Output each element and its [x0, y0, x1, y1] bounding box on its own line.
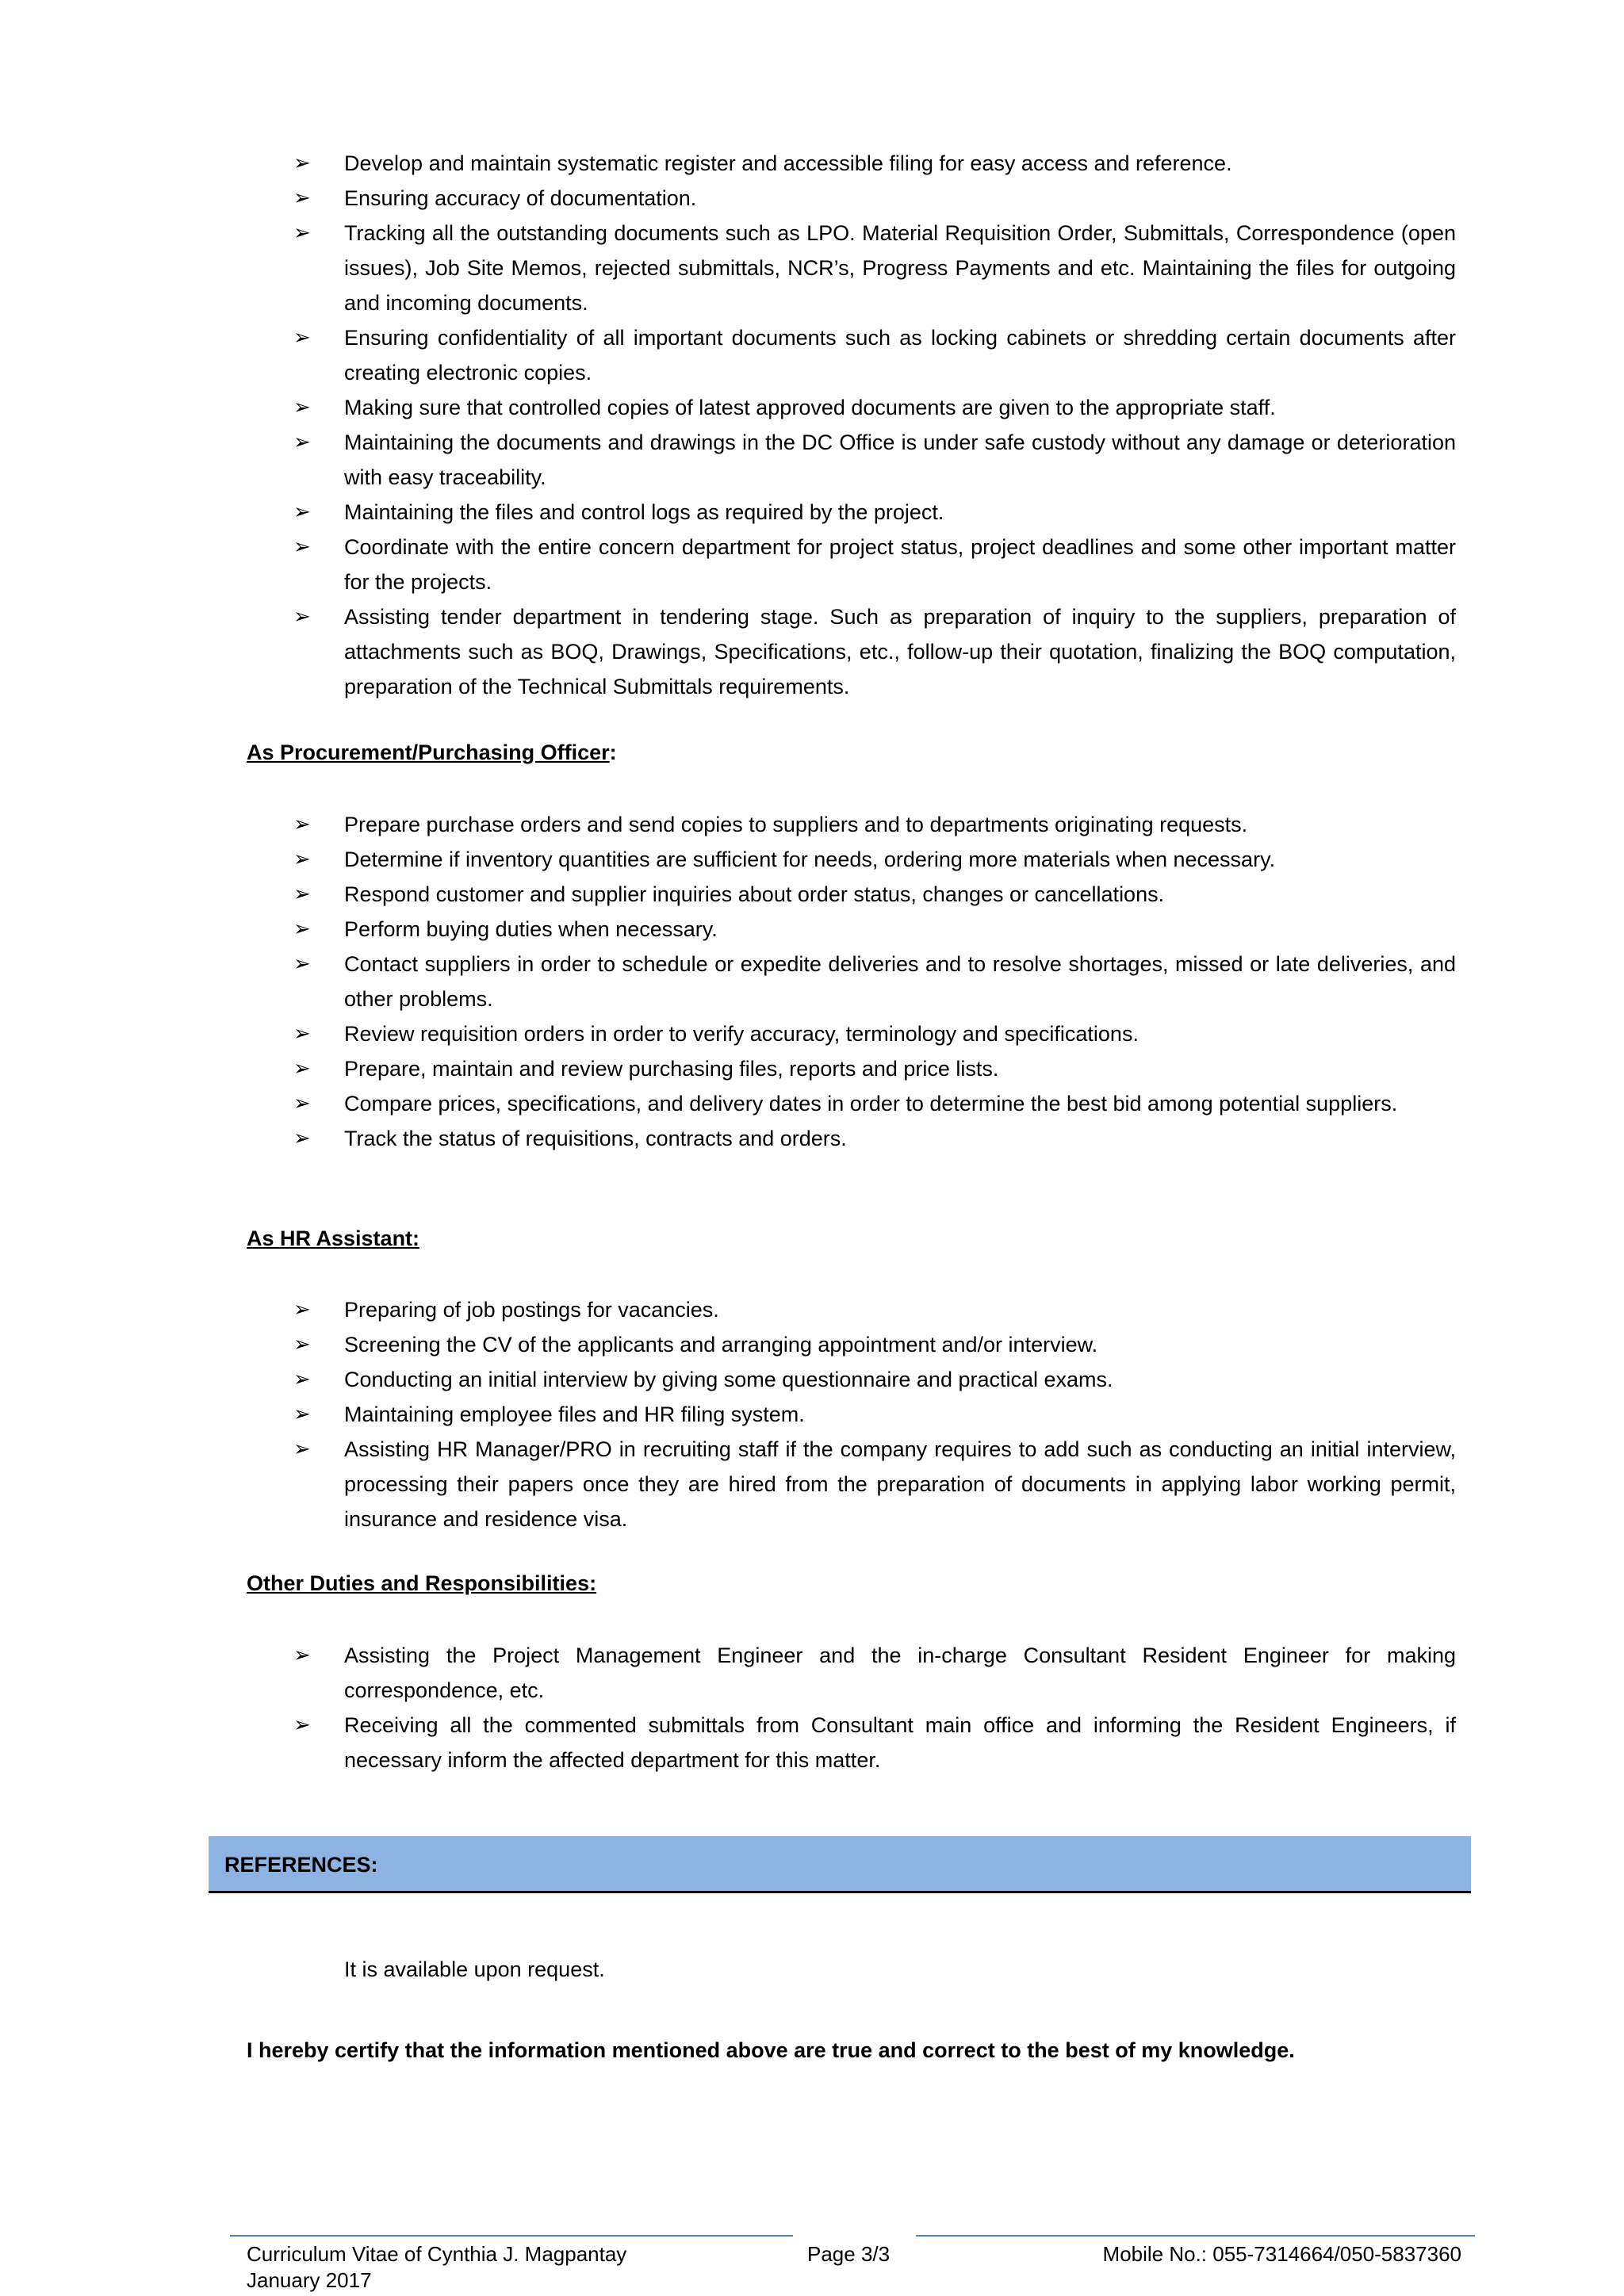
certification-statement: I hereby certify that the information mentioned above are true and correct to the best of my knowledge.	[247, 2038, 1295, 2062]
list-item: ➢ Receiving all the commented submittals from Consultant main office and informing the Resident Engineers, if necessary inform the affected department for this matter.	[293, 1708, 1456, 1777]
list-item: ➢ Assisting the Project Management Engineer and the in-charge Consultant Resident Engineer for making correspondence, etc.	[293, 1638, 1456, 1708]
list-item: ➢ Preparing of job postings for vacancies.	[293, 1292, 1456, 1327]
list-item: ➢ Contact suppliers in order to schedule or expedite deliveries and to resolve shortages, missed or late deliveries, and other problems.	[293, 947, 1456, 1016]
arrow-bullet-icon: ➢	[293, 952, 311, 976]
list-item: ➢ Coordinate with the entire concern department for project status, project deadlines and some other important matter for the projects.	[293, 530, 1456, 599]
list-item: ➢ Assisting tender department in tendering stage. Such as preparation of inquiry to the suppliers, preparation of attachments such as BOQ, Drawings, Specifications, etc., follow-up their quotation, finalizing the BOQ computation, preparation of the Technical Submittals requirements.	[293, 599, 1456, 704]
arrow-bullet-icon: ➢	[293, 813, 311, 836]
list-item: ➢ Compare prices, specifications, and delivery dates in order to determine the best bid among potential suppliers.	[293, 1086, 1456, 1121]
list-item: ➢ Review requisition orders in order to verify accuracy, terminology and specifications.	[293, 1016, 1456, 1051]
arrow-bullet-icon: ➢	[293, 1333, 311, 1357]
list-item: ➢ Making sure that controlled copies of latest approved documents are given to the appropriate staff.	[293, 390, 1456, 425]
arrow-bullet-icon: ➢	[293, 1057, 311, 1081]
list-item: ➢ Maintaining employee files and HR filing system.	[293, 1397, 1456, 1432]
list-item: ➢ Maintaining the documents and drawings in the DC Office is under safe custody without any damage or deterioration with easy traceability.	[293, 425, 1456, 495]
arrow-bullet-icon: ➢	[293, 1298, 311, 1322]
footer-cv-title: Curriculum Vitae of Cynthia J. Magpantay	[247, 2242, 627, 2266]
arrow-bullet-icon: ➢	[293, 1368, 311, 1391]
arrow-bullet-icon: ➢	[293, 848, 311, 871]
references-heading-bar	[209, 1836, 1471, 1893]
list-item: ➢ Perform buying duties when necessary.	[293, 912, 1456, 947]
hr-section-heading: As HR Assistant:	[247, 1226, 420, 1250]
list-item: ➢ Conducting an initial interview by giving some questionnaire and practical exams.	[293, 1362, 1456, 1397]
arrow-bullet-icon: ➢	[293, 1644, 311, 1667]
other-duties-list	[293, 1638, 1456, 1777]
list-item: ➢ Respond customer and supplier inquiries about order status, changes or cancellations.	[293, 877, 1456, 912]
list-item: ➢ Determine if inventory quantities are sufficient for needs, ordering more materials when necessary.	[293, 842, 1456, 877]
arrow-bullet-icon: ➢	[293, 882, 311, 906]
arrow-bullet-icon: ➢	[293, 535, 311, 559]
footer-divider-right	[916, 2235, 1475, 2237]
footer-mobile-number: Mobile No.: 055-7314664/050-5837360	[1102, 2242, 1461, 2266]
arrow-bullet-icon: ➢	[293, 605, 311, 629]
procurement-duties-list	[293, 807, 1456, 1156]
list-item: ➢ Maintaining the files and control logs as required by the project.	[293, 495, 1456, 530]
document-control-duties-list	[293, 146, 1456, 704]
list-item: ➢ Tracking all the outstanding documents such as LPO. Material Requisition Order, Submittals, Correspondence (open issues), Job Site Memos, rejected submittals, NCR’s, Progress Payments and etc. Maintaining the files for outgoing and incoming documents.	[293, 216, 1456, 320]
footer-divider-left	[230, 2235, 793, 2237]
arrow-bullet-icon: ➢	[293, 326, 311, 350]
arrow-bullet-icon: ➢	[293, 151, 311, 175]
arrow-bullet-icon: ➢	[293, 1402, 311, 1426]
list-item: ➢ Ensuring confidentiality of all important documents such as locking cabinets or shredding certain documents after creating electronic copies.	[293, 320, 1456, 390]
arrow-bullet-icon: ➢	[293, 396, 311, 419]
footer-date: January 2017	[247, 2268, 372, 2292]
footer-page-number: Page 3/3	[807, 2242, 891, 2266]
list-item: ➢ Prepare, maintain and review purchasing files, reports and price lists.	[293, 1051, 1456, 1086]
list-item: ➢ Ensuring accuracy of documentation.	[293, 181, 1456, 216]
arrow-bullet-icon: ➢	[293, 1127, 311, 1150]
references-heading: REFERENCES:	[224, 1853, 378, 1877]
arrow-bullet-icon: ➢	[293, 221, 311, 245]
procurement-section-heading: As Procurement/Purchasing Officer:	[247, 740, 617, 764]
list-item: ➢ Screening the CV of the applicants and arranging appointment and/or interview.	[293, 1327, 1456, 1362]
arrow-bullet-icon: ➢	[293, 500, 311, 524]
arrow-bullet-icon: ➢	[293, 1437, 311, 1461]
list-item: ➢ Prepare purchase orders and send copies to suppliers and to departments originating requests.	[293, 807, 1456, 842]
arrow-bullet-icon: ➢	[293, 1713, 311, 1737]
arrow-bullet-icon: ➢	[293, 430, 311, 454]
list-item: ➢ Assisting HR Manager/PRO in recruiting staff if the company requires to add such as conducting an initial interview, processing their papers once they are hired from the preparation of documents in applying labor working permit, insurance and residence visa.	[293, 1432, 1456, 1536]
arrow-bullet-icon: ➢	[293, 1092, 311, 1115]
arrow-bullet-icon: ➢	[293, 186, 311, 210]
other-duties-section-heading: Other Duties and Responsibilities:	[247, 1571, 597, 1595]
arrow-bullet-icon: ➢	[293, 917, 311, 941]
hr-duties-list	[293, 1292, 1456, 1536]
arrow-bullet-icon: ➢	[293, 1022, 311, 1046]
list-item: ➢ Develop and maintain systematic register and accessible filing for easy access and reference.	[293, 146, 1456, 181]
list-item: ➢ Track the status of requisitions, contracts and orders.	[293, 1121, 1456, 1156]
references-text: It is available upon request.	[344, 1957, 605, 1981]
